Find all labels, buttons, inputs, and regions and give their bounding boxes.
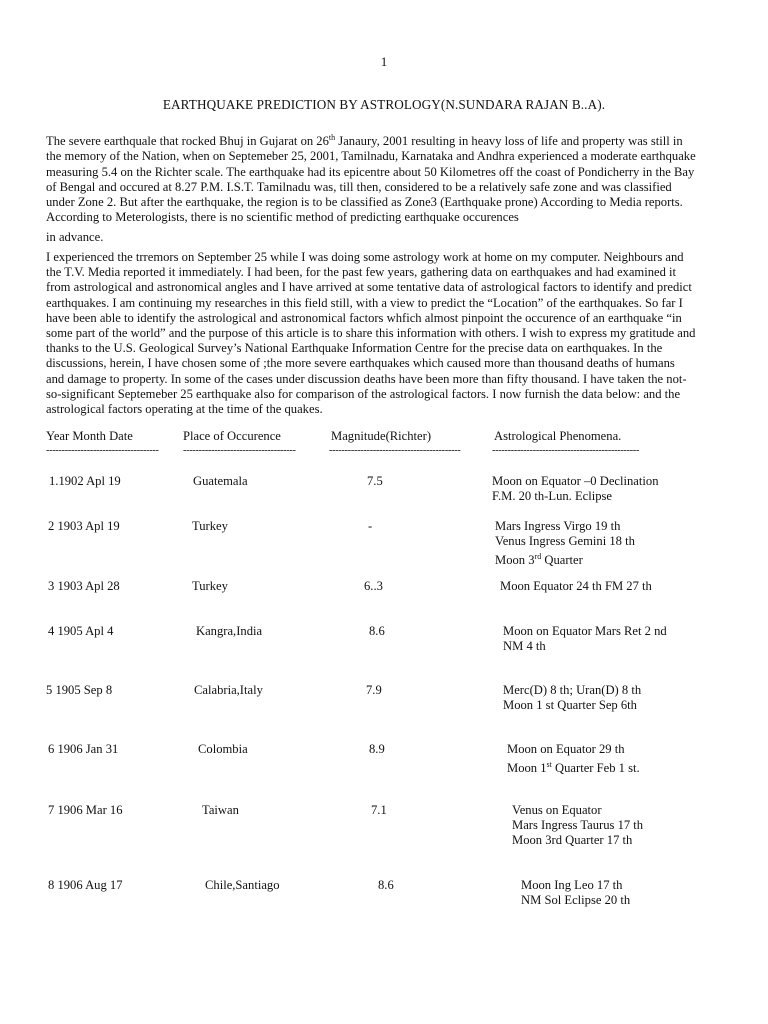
cell-date: 1.1902 Apl 19	[49, 474, 121, 488]
cell-date: 4 1905 Apl 4	[48, 624, 114, 638]
cell-place: Chile,Santiago	[205, 878, 280, 892]
intro-paragraph	[46, 130, 696, 225]
cell-date: 8 1906 Aug 17	[48, 878, 123, 892]
cell-magnitude: 8.6	[369, 624, 385, 638]
cell-magnitude: 8.6	[378, 878, 394, 892]
phenomenon-line: NM 4 th	[503, 639, 546, 654]
cell-date: 6 1906 Jan 31	[48, 742, 119, 756]
cell-phenomena	[495, 519, 635, 569]
phenomenon-line: NM Sol Eclipse 20 th	[521, 893, 631, 908]
phenomenon-line: Moon on Equator 29 th	[507, 742, 625, 756]
header-place: Place of Occurence	[183, 429, 281, 443]
phenomenon-line: Moon 1 st Quarter Sep 6th	[503, 698, 637, 713]
cell-place: Turkey	[192, 519, 228, 533]
cell-magnitude: 8.9	[369, 742, 385, 756]
cell-date: 5 1905 Sep 8	[46, 683, 113, 697]
moon-quarter-text: Moon 3	[495, 553, 535, 568]
cell-magnitude: -	[368, 519, 373, 533]
phenomenon-line: Venus on Equator	[512, 803, 602, 817]
header-underline: ------------------------------------------	[329, 445, 461, 456]
cell-magnitude: 7.9	[366, 683, 382, 697]
cell-place: Guatemala	[193, 474, 248, 488]
phenomenon-line: Moon Equator 24 th FM 27 th	[500, 579, 652, 593]
cell-magnitude: 6..3	[364, 579, 383, 593]
page-number: 1	[380, 54, 388, 69]
table-header	[0, 429, 768, 459]
cell-place: Colombia	[198, 742, 248, 756]
phenomenon-line: Moon Ing Leo 17 th	[521, 878, 623, 892]
cell-phenomena	[503, 683, 641, 713]
phenomenon-line: Moon on Equator Mars Ret 2 nd	[503, 624, 667, 638]
cell-place: Turkey	[192, 579, 228, 593]
ordinal-suffix: st	[546, 760, 552, 770]
cell-magnitude: 7.5	[367, 474, 383, 488]
cell-phenomena	[507, 742, 640, 777]
phenomenon-line: Mars Ingress Taurus 17 th	[512, 818, 644, 833]
phenomenon-line	[507, 757, 640, 776]
research-paragraph: I experienced the trremors on September 25 while I was doing some astrology work at home on my computer. Neighbours and the T.V. Media reported it immediately. I had been, for the past few years, gathering data on earthquakes and had examined it from astrological and astronomical angles and I have arrived at some tentative data of astrological factors to identify and predict earthquakes. I am continuing my researches in this field still, with a view to predict the “Location” of the earthquakes. So far I have been able to identify the astrological and astronomical factors whfich almost pinpoint the occurence of an earthquake “in some part of the world” and the purpose of this article is to share this information with others. I wish to express my gratitude and thanks to the U.S. Geological Survey’s National Earthquake Information Centre for the precise data on earthquakes. In the discussions, herein, I have chosen some of ;the more severe earthquakes which caused more than thousand deaths of humans and damage to property. In some of the cases under discussion deaths have been more than fifty thousand. I have taken the not-so-significant Septemeber 25 earthquake also for comparison of the astrological factors. I now furnish the data below: and the astrological factors operating at the time of the quakes.	[46, 250, 696, 417]
cell-date: 7 1906 Mar 16	[48, 803, 123, 817]
moon-quarter-text: Quarter	[541, 553, 583, 568]
moon-quarter-text: Moon 1	[507, 761, 547, 776]
cell-date: 2 1903 Apl 19	[48, 519, 120, 533]
phenomenon-line: Merc(D) 8 th; Uran(D) 8 th	[503, 683, 642, 697]
cell-place: Calabria,Italy	[194, 683, 263, 697]
cell-phenomena	[492, 474, 659, 504]
intro-text-a: The severe earthquale that rocked Bhuj in Gujarat on 26	[46, 134, 329, 149]
header-underline: ------------------------------------	[46, 445, 159, 456]
cell-place: Kangra,India	[196, 624, 263, 638]
cell-phenomena	[512, 803, 643, 849]
cell-phenomena	[503, 624, 667, 654]
intro-paragraph-continued: in advance.	[46, 230, 104, 244]
phenomenon-line: F.M. 20 th-Lun. Eclipse	[492, 489, 613, 504]
moon-quarter-text: Quarter Feb 1 st.	[551, 761, 640, 776]
phenomenon-line: Moon 3rd Quarter 17 th	[512, 833, 633, 848]
cell-magnitude: 7.1	[371, 803, 387, 817]
header-phenomena: Astrological Phenomena.	[494, 429, 622, 443]
cell-phenomena	[500, 579, 652, 594]
cell-date: 3 1903 Apl 28	[48, 579, 120, 593]
phenomenon-line	[495, 549, 635, 568]
header-magnitude: Magnitude(Richter)	[331, 429, 432, 443]
intro-superscript: th	[328, 133, 336, 142]
document-title: EARTHQUAKE PREDICTION BY ASTROLOGY(N.SUNDARA RAJAN B..A).	[162, 97, 606, 112]
intro-text-b: Janaury, 2001 resulting in heavy loss of life and property was still in the memory of the Nation, when on Septemeber 25, 2001, Tamilnadu, Karnataka and Andhra experienced a moderate earthquake measuring 5.4 on the Richter scale. The earthquake had its epicentre about 50 Kilometres off the coast of Pondicherry in the Bay of Bengal and occured at 8.27 P.M. I.S.T. Tamilnadu was, till then, considered to be a relatively safe zone and was classified under Zone 2. But after the earthquake, the region is to be classified as Zone3 (Earthquake prone) According to Media reports. According to Meterologists, there is no scientific method of predicting earthquake occurences	[46, 134, 696, 225]
header-underline: ------------------------------------	[183, 445, 296, 456]
ordinal-suffix: rd	[534, 552, 542, 562]
cell-place: Taiwan	[202, 803, 239, 817]
header-underline: -----------------------------------------------	[492, 445, 640, 456]
phenomenon-line: Mars Ingress Virgo 19 th	[495, 519, 621, 533]
header-year-month-date: Year Month Date	[46, 429, 133, 443]
phenomenon-line: Venus Ingress Gemini 18 th	[495, 534, 635, 549]
phenomenon-line: Moon on Equator –0 Declination	[492, 474, 659, 488]
cell-phenomena	[521, 878, 630, 908]
